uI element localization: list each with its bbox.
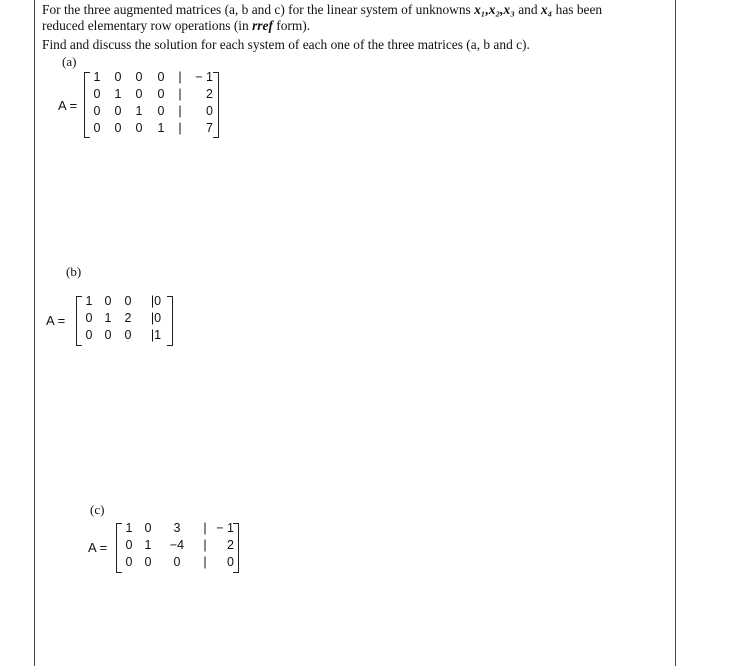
matrix-cell: 0 (124, 294, 132, 308)
augment-bar: | (178, 104, 182, 118)
problem-text: form). (272, 18, 311, 33)
matrix-cell: 0 (125, 538, 133, 552)
matrix-cell: 0 (135, 70, 143, 84)
problem-line-3 (42, 37, 530, 53)
matrix-cell: 1 (114, 87, 122, 101)
matrix-cell: 0 (85, 311, 93, 325)
matrix-cell: 1 (135, 104, 143, 118)
matrix-cell: 2 (206, 87, 213, 101)
part-c-label: (c) (90, 502, 105, 517)
matrix-cell: 0 (85, 328, 93, 342)
augment-bar: | (178, 87, 182, 101)
problem-text: reduced elementary row operations (in (42, 18, 253, 33)
matrix-cell: 7 (206, 121, 213, 135)
part-c-lhs: A = (88, 540, 108, 555)
unknowns-x1-x3: x₁,x₂,x₃ (474, 2, 515, 17)
matrix-cell: 1 (157, 121, 165, 135)
matrix-cell: 0 (93, 121, 101, 135)
right-bracket (167, 296, 173, 346)
matrix-cell: 0 (206, 104, 213, 118)
matrix-cell: 1 (93, 70, 101, 84)
matrix-cell: 0 (104, 294, 112, 308)
augment-bar: | (203, 538, 207, 552)
part-a-lhs: A = (58, 98, 78, 113)
augment-bar: | (203, 521, 207, 535)
rref-term: rref (252, 18, 273, 33)
matrix-cell: |1 (150, 328, 162, 342)
matrix-cell: 0 (114, 70, 122, 84)
matrix-cell: −4 (169, 538, 185, 552)
problem-text: and (514, 2, 541, 17)
matrix-cell: 0 (227, 555, 234, 569)
matrix-c (116, 521, 246, 575)
matrix-cell: 2 (124, 311, 132, 325)
matrix-cell: |0 (150, 311, 162, 325)
matrix-cell: 0 (173, 555, 181, 569)
unknown-x4: x₄ (540, 2, 553, 17)
matrix-cell: 0 (135, 87, 143, 101)
matrix-cell: 0 (144, 521, 152, 535)
matrix-cell: 0 (125, 555, 133, 569)
matrix-cell: 0 (114, 104, 122, 118)
matrix-cell: 0 (124, 328, 132, 342)
augment-bar: | (203, 555, 207, 569)
part-b-label: (b) (66, 264, 82, 279)
matrix-cell: − 1 (216, 521, 234, 535)
problem-text: Find and discuss the solution for each system of each one of the three matrices (a, b and c). (42, 37, 530, 52)
matrix-cell: 0 (114, 121, 122, 135)
problem-text: has been (552, 2, 603, 17)
problem-line-2 (42, 18, 310, 34)
matrix-b (76, 294, 180, 348)
matrix-cell: 0 (157, 104, 165, 118)
matrix-cell: 0 (157, 70, 165, 84)
problem-text: For the three augmented matrices (a, b and c) for the linear system of unknowns (42, 2, 475, 17)
matrix-cell: 3 (173, 521, 181, 535)
matrix-cell: 0 (104, 328, 112, 342)
problem-line-1 (42, 2, 602, 18)
matrix-cell: 1 (144, 538, 152, 552)
matrix-cell: 0 (157, 87, 165, 101)
part-b-lhs: A = (46, 313, 66, 328)
matrix-cell: 0 (135, 121, 143, 135)
matrix-cell: |0 (150, 294, 162, 308)
right-bracket (213, 72, 219, 138)
matrix-a (84, 70, 224, 140)
matrix-cell: 0 (144, 555, 152, 569)
matrix-cell: 1 (125, 521, 133, 535)
augment-bar: | (178, 70, 182, 84)
matrix-cell: 1 (85, 294, 93, 308)
augment-bar: | (178, 121, 182, 135)
matrix-cell: 0 (93, 104, 101, 118)
matrix-cell: 1 (104, 311, 112, 325)
part-a-label: (a) (62, 54, 77, 69)
matrix-cell: 2 (227, 538, 234, 552)
matrix-cell: − 1 (195, 70, 213, 84)
matrix-cell: 0 (93, 87, 101, 101)
